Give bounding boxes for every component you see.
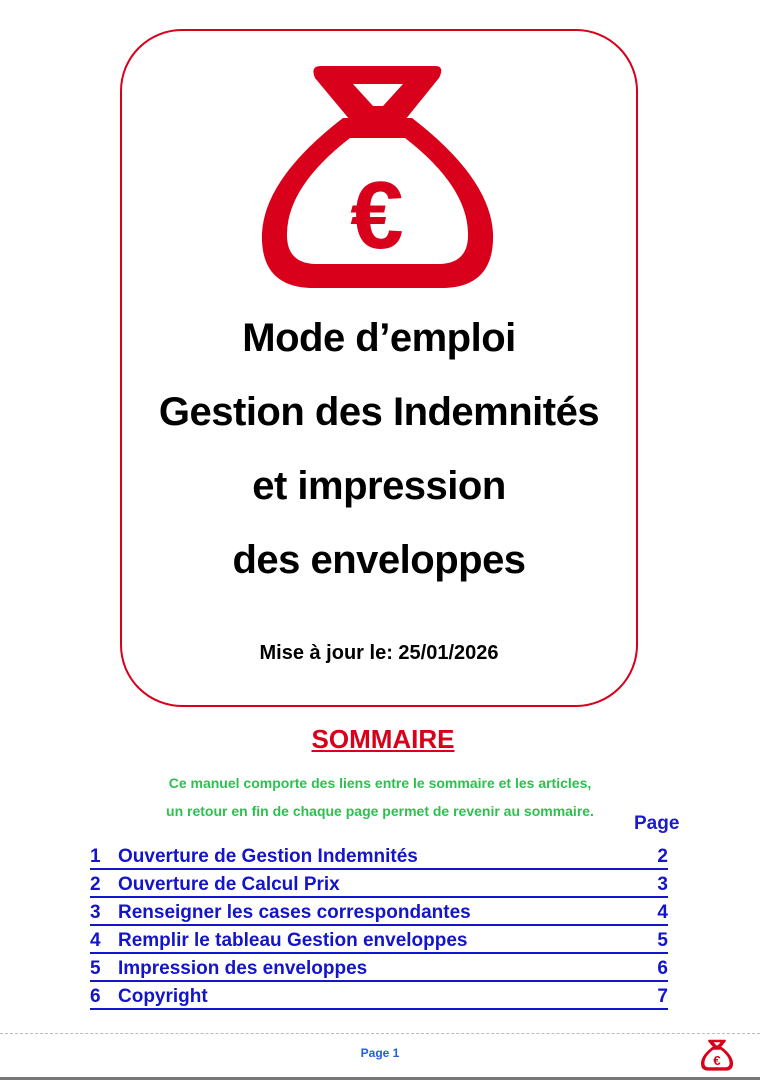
toc-number: 2 — [90, 874, 101, 895]
toc-page: 2 — [657, 846, 668, 867]
toc-label: Impression des enveloppes — [118, 958, 368, 979]
money-bag-euro-icon[interactable] — [700, 1038, 734, 1072]
toc-page: 6 — [657, 958, 668, 979]
title-line-2: Gestion des Indemnités — [158, 390, 600, 434]
toc-page: 5 — [657, 930, 668, 951]
update-date: Mise à jour le: 25/01/2026 — [259, 642, 499, 664]
toc-link[interactable] — [90, 954, 668, 982]
toc-number: 4 — [90, 930, 101, 951]
title-line-4: des enveloppes — [232, 538, 526, 582]
toc-link[interactable] — [90, 870, 668, 898]
toc-link[interactable] — [90, 982, 668, 1010]
page-column-header: Page — [634, 813, 680, 834]
toc-number: 1 — [90, 846, 101, 867]
toc-link[interactable] — [90, 842, 668, 870]
footer-divider — [0, 1033, 760, 1034]
toc-number: 3 — [90, 902, 101, 923]
svg-text:€: € — [713, 1053, 721, 1069]
toc-label: Ouverture de Calcul Prix — [118, 874, 340, 895]
toc-link[interactable] — [90, 926, 668, 954]
toc-page: 7 — [657, 986, 668, 1007]
toc-label: Ouverture de Gestion Indemnités — [118, 846, 418, 867]
table-of-contents — [90, 842, 668, 1010]
toc-page: 3 — [657, 874, 668, 895]
footer-page-number: Page 1 — [360, 1046, 400, 1060]
toc-number: 5 — [90, 958, 101, 979]
summary-heading: SOMMAIRE — [311, 724, 455, 754]
title-line-1: Mode d’emploi — [242, 316, 516, 360]
title-line-3: et impression — [252, 464, 506, 508]
svg-text:€: € — [350, 162, 404, 269]
toc-link[interactable] — [90, 898, 668, 926]
summary-note-line-2: un retour en fin de chaque page permet de revenir au sommaire. — [166, 803, 594, 819]
toc-label: Copyright — [118, 986, 208, 1007]
summary-note-line-1: Ce manuel comporte des liens entre le sommaire et les articles, — [168, 775, 592, 791]
toc-label: Remplir le tableau Gestion enveloppes — [118, 930, 468, 951]
money-bag-euro-icon — [255, 58, 500, 293]
toc-page: 4 — [657, 902, 668, 923]
toc-number: 6 — [90, 986, 101, 1007]
toc-label: Renseigner les cases correspondantes — [118, 902, 471, 923]
